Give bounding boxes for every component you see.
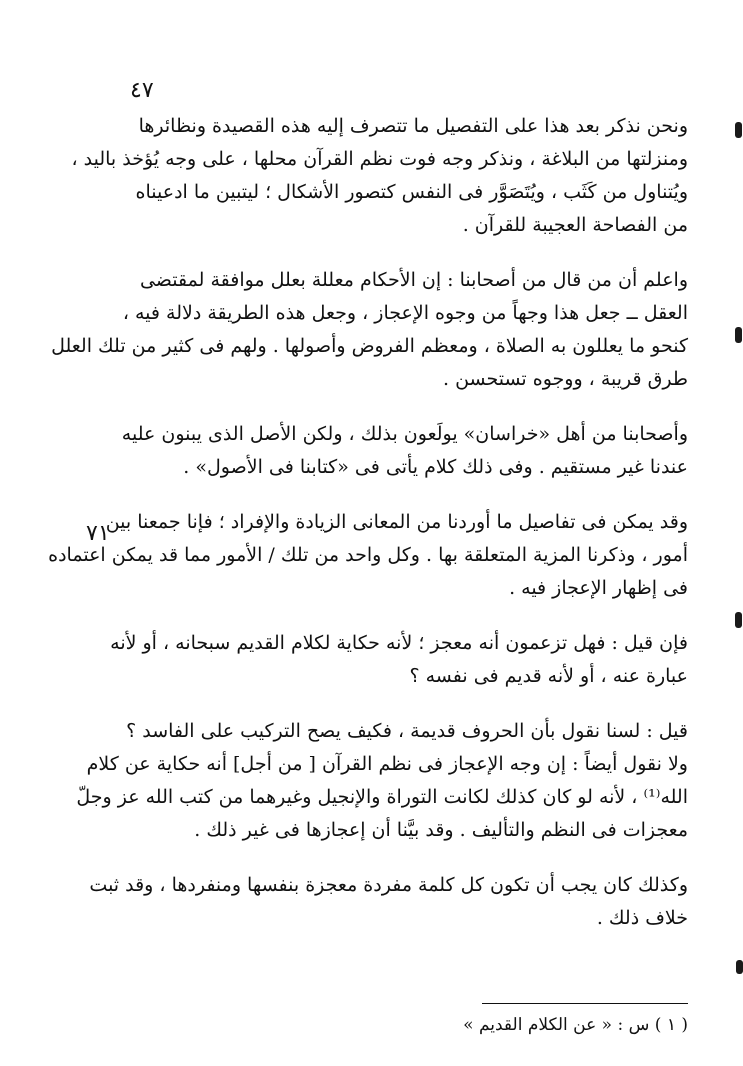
text-line: فإن قيل : فهل تزعمون أنه معجز ؛ لأنه حكاية لكلام القديم سبحانه ، أو لأنه <box>110 632 688 654</box>
paragraph <box>51 264 688 396</box>
text-line: العقل ــ جعل هذا وجهاً من وجوه الإعجاز ، وجعل هذه الطريقة دلالة فيه ، <box>122 302 688 324</box>
paragraph <box>89 869 688 935</box>
text-line: ونحن نذكر بعد هذا على التفصيل ما تتصرف إليه هذه القصيدة ونظائرها <box>138 115 688 137</box>
binding-hole-mark <box>735 327 742 343</box>
paragraph <box>121 418 688 484</box>
text-line: خلاف ذلك . <box>596 907 688 929</box>
text-line: وقد يمكن فى تفاصيل ما أوردنا من المعانى الزيادة والإفراد ؛ فإنا جمعنا بين <box>105 511 688 533</box>
text-line: عبارة عنه ، أو لأنه قديم فى نفسه ؟ <box>409 665 688 687</box>
binding-hole-mark <box>735 122 742 138</box>
page-number: ٤٧ <box>130 78 154 103</box>
text-line: معجزات فى النظم والتأليف . وقد بيَّنا أن إعجازها فى غير ذلك . <box>194 819 688 841</box>
text-line: ويُتناول من كَثَب ، ويُتَصَوَّر فى النفس كتصور الأشكال ؛ ليتبين ما ادعيناه <box>135 181 688 203</box>
footnote-divider <box>482 1003 688 1004</box>
binding-hole-mark <box>736 960 743 974</box>
text-line: ومنزلتها من البلاغة ، ونذكر وجه فوت نظم القرآن محلها ، على وجه يُؤخذ باليد ، <box>71 148 688 170</box>
text-line: طرق قريبة ، ووجوه تستحسن . <box>442 368 688 390</box>
text-line: فى إظهار الإعجاز فيه . <box>509 577 688 599</box>
text-line: كنحو ما يعللون به الصلاة ، ومعظم الفروض وأصولها . ولهم فى كثير من تلك العلل <box>51 335 688 357</box>
paragraph <box>71 110 688 242</box>
text-line: وأصحابنا من أهل «خراسان» يولَعون بذلك ، ولكن الأصل الذى يبنون عليه <box>121 423 688 445</box>
paragraph <box>76 715 688 847</box>
text-line: قيل : لسنا نقول بأن الحروف قديمة ، فكيف يصح التركيب على الفاسد ؟ <box>126 720 688 742</box>
text-line: ولا نقول أيضاً : إن وجه الإعجاز فى نظم القرآن [ من أجل] أنه حكاية عن كلام <box>86 753 688 775</box>
text-line: من الفصاحة العجيبة للقرآن . <box>462 214 688 236</box>
binding-hole-mark <box>735 612 742 628</box>
text-line: الله⁽¹⁾ ، لأنه لو كان كذلك لكانت التوراة والإنجيل وغيرهما من كتب الله عز وجلّ <box>76 786 688 808</box>
margin-reference-number: ٧١ <box>86 521 110 546</box>
text-line: واعلم أن من قال من أصحابنا : إن الأحكام معللة بعلل موافقة لمقتضى <box>139 269 688 291</box>
text-line: عندنا غير مستقيم . وفى ذلك كلام يأتى فى «كتابنا فى الأصول» . <box>183 456 688 478</box>
text-line: أمور ، وذكرنا المزية المتعلقة بها . وكل واحد من تلك / الأمور مما قد يمكن اعتماده <box>48 544 688 566</box>
text-line: وكذلك كان يجب أن تكون كل كلمة مفردة معجزة بنفسها ومنفردها ، وقد ثبت <box>89 874 688 896</box>
footnote: ( ١ ) س : « عن الكلام القديم » <box>463 1015 688 1035</box>
paragraph <box>110 627 688 693</box>
